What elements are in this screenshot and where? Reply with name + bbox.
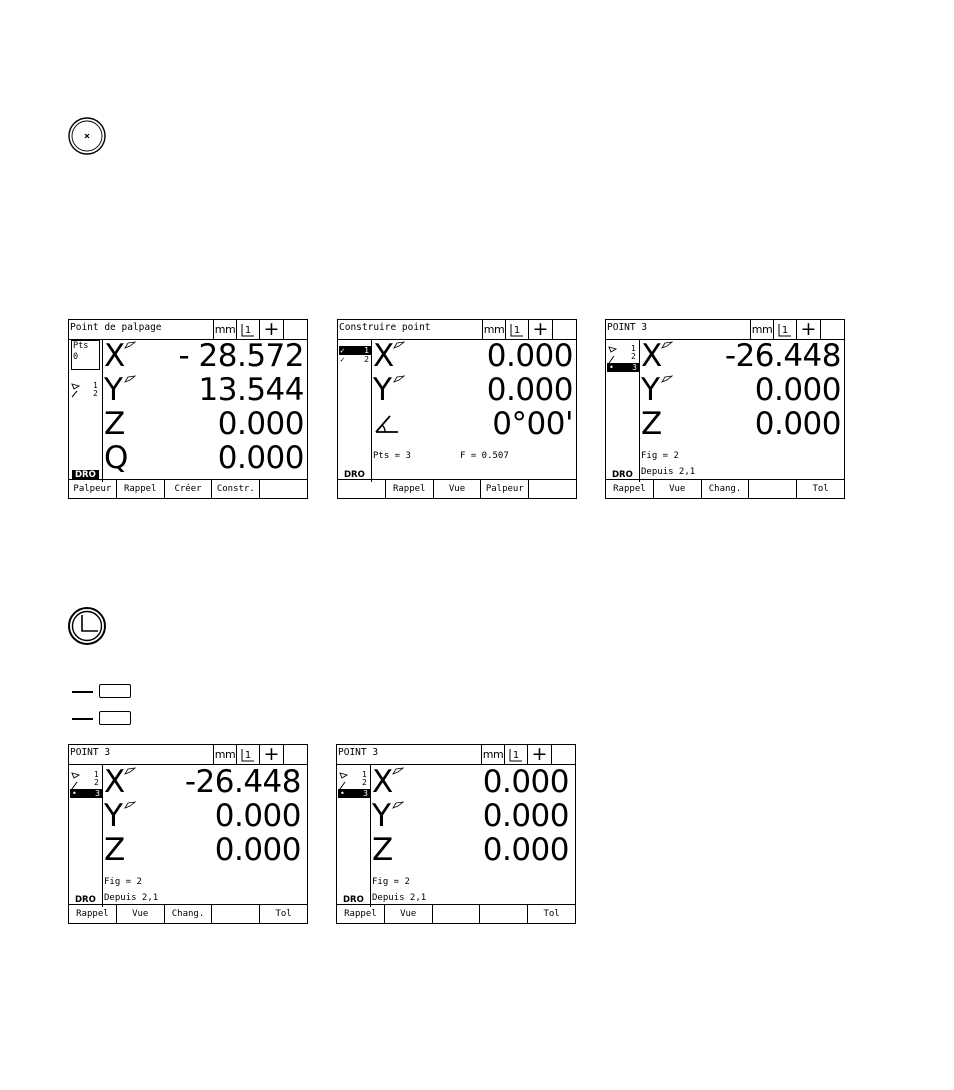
flag-icon (661, 341, 673, 349)
axis-y-value: 13.544 (198, 372, 304, 408)
softkey-creer[interactable]: Créer (164, 480, 212, 498)
flag-icon (392, 801, 404, 809)
softkey-bar (606, 479, 844, 498)
list-item-selected[interactable]: ✓ 1 (340, 346, 369, 355)
softkey-symbol[interactable] (99, 684, 131, 698)
line-feature-icon (607, 345, 619, 365)
dro-screen-point3-zeroed (336, 744, 576, 924)
softkey-constr[interactable]: Constr. (211, 480, 259, 498)
softkey-palpeur[interactable]: Palpeur (480, 480, 528, 498)
flag-icon (124, 767, 136, 775)
softkey-rappel[interactable]: Rappel (344, 909, 377, 919)
flag-icon (393, 341, 405, 349)
reference-frame-icon[interactable] (505, 320, 528, 339)
softkey-tol[interactable]: Tol (259, 905, 307, 923)
dro-screen-construct (337, 319, 577, 499)
softkey-symbol[interactable] (99, 711, 131, 725)
softkey-rappel[interactable]: Rappel (385, 480, 433, 498)
screen-title: Construire point (339, 322, 431, 333)
softkey-empty[interactable] (479, 905, 527, 923)
flag-icon (392, 767, 404, 775)
angle-icon (373, 411, 401, 435)
list-number: 1 (94, 770, 99, 779)
flag-icon (393, 375, 405, 383)
list-item-selected[interactable]: • 3 (340, 789, 368, 798)
dro-label: DRO (344, 470, 365, 480)
title-bar (338, 320, 576, 340)
flag-icon (124, 341, 136, 349)
points-label: Pts (73, 341, 89, 351)
softkey-palpeur[interactable]: Palpeur (73, 484, 112, 494)
key-dash (72, 718, 93, 720)
softkey-vue[interactable]: Vue (384, 905, 432, 923)
softkey-tol[interactable]: Tol (527, 905, 575, 923)
softkey-tol[interactable]: Tol (796, 480, 844, 498)
softkey-empty[interactable] (748, 480, 796, 498)
line-feature-icon (70, 771, 82, 791)
axis-q-label: Q (104, 440, 129, 476)
dro-label: DRO (612, 470, 633, 480)
titlebar-empty-cell (820, 320, 844, 339)
axis-y-value: 0.000 (754, 372, 841, 408)
units-toggle[interactable]: mm (213, 320, 236, 339)
flag-icon (124, 375, 136, 383)
list-number: 3 (95, 789, 100, 798)
screen-title: POINT 3 (607, 322, 648, 333)
crosshair-icon[interactable]: + (528, 320, 552, 339)
dro-label: DRO (72, 470, 99, 480)
crosshair-icon[interactable]: + (527, 745, 551, 764)
list-number: 2 (631, 352, 636, 361)
axis-z-value: 0.000 (482, 832, 569, 868)
key-dash (72, 691, 93, 693)
source-features: Depuis 2,1 (641, 467, 696, 477)
source-features: Depuis 2,1 (104, 893, 159, 903)
axis-x-value: -26.448 (724, 338, 841, 374)
feature-list[interactable] (338, 339, 372, 482)
reference-frame-icon[interactable] (236, 745, 259, 764)
softkey-chang[interactable]: Chang. (164, 905, 212, 923)
axis-x-value: -26.448 (184, 764, 301, 800)
title-bar (606, 320, 844, 340)
axis-x-label: X (104, 764, 126, 800)
softkey-vue[interactable]: Vue (433, 480, 481, 498)
dro-screen-point3-before-zero (68, 744, 308, 924)
list-item-selected[interactable]: • 3 (72, 789, 100, 798)
axis-x-label: X (641, 338, 663, 374)
title-bar (337, 745, 575, 765)
ref-number: 1 (512, 749, 520, 761)
softkey-empty[interactable] (528, 480, 576, 498)
flag-icon (124, 801, 136, 809)
list-number: 1 (364, 346, 369, 355)
softkey-rappel[interactable]: Rappel (613, 484, 646, 494)
figure-number: Fig = 2 (372, 877, 410, 887)
units-toggle[interactable]: mm (213, 745, 236, 764)
line-feature-icon (338, 771, 350, 791)
softkey-bar (338, 479, 576, 498)
list-number: 3 (632, 363, 637, 372)
titlebar-empty-cell (283, 320, 307, 339)
axis-z-value: 0.000 (217, 406, 304, 442)
softkey-vue[interactable]: Vue (653, 480, 701, 498)
dro-label: DRO (343, 895, 364, 905)
softkey-empty[interactable] (338, 480, 385, 498)
axis-z-value: 0.000 (214, 832, 301, 868)
units-toggle[interactable]: mm (482, 320, 505, 339)
softkey-vue[interactable]: Vue (116, 905, 164, 923)
softkey-chang[interactable]: Chang. (701, 480, 749, 498)
axis-y-value: 0.000 (214, 798, 301, 834)
dro-screen-point3 (605, 319, 845, 499)
softkey-empty[interactable] (259, 480, 307, 498)
softkey-empty[interactable] (211, 905, 259, 923)
axis-y-label: Y (372, 798, 391, 834)
list-number: 2 (362, 778, 367, 787)
axis-y-value: 0.000 (482, 798, 569, 834)
line-feature-icon (70, 382, 82, 398)
feature-list[interactable] (69, 339, 103, 482)
form-value: F = 0.507 (460, 451, 509, 461)
screen-title: POINT 3 (70, 747, 111, 758)
titlebar-empty-cell (283, 745, 307, 764)
list-number: 2 (93, 389, 98, 398)
softkey-bar (69, 904, 307, 923)
list-number: 2 (364, 355, 369, 364)
axis-y-label: Y (641, 372, 660, 408)
crosshair-icon[interactable]: + (796, 320, 820, 339)
ref-number: 1 (244, 324, 252, 336)
ref-number: 1 (244, 749, 252, 761)
list-number: 1 (631, 344, 636, 353)
feature-list[interactable] (337, 764, 371, 907)
reference-frame-icon[interactable] (773, 320, 796, 339)
dro-label: DRO (75, 895, 96, 905)
list-item-selected[interactable]: • 3 (609, 363, 637, 372)
crosshair-icon[interactable]: + (259, 320, 283, 339)
dro-screen-probe (68, 319, 308, 499)
axis-z-label: Z (641, 406, 663, 442)
title-bar (69, 320, 307, 340)
axis-y-label: Y (104, 798, 123, 834)
screen-title: POINT 3 (338, 747, 379, 758)
screen-title: Point de palpage (70, 322, 162, 333)
axis-angle-value: 0°00' (492, 406, 573, 442)
axis-x-value: 0.000 (482, 764, 569, 800)
list-number: 1 (362, 770, 367, 779)
list-number: 2 (94, 778, 99, 787)
points-value: 0 (73, 352, 79, 362)
titlebar-empty-cell (552, 320, 576, 339)
softkey-rappel[interactable]: Rappel (116, 480, 164, 498)
source-features: Depuis 2,1 (372, 893, 427, 903)
axis-x-value: 0.000 (486, 338, 573, 374)
title-bar (69, 745, 307, 765)
points-counter (71, 340, 100, 370)
list-item[interactable]: ✓ 2 (340, 355, 369, 364)
units-toggle[interactable]: mm (750, 320, 773, 339)
crosshair-icon[interactable]: + (259, 745, 283, 764)
softkey-empty[interactable] (432, 905, 480, 923)
list-number: 3 (363, 789, 368, 798)
flag-icon (661, 375, 673, 383)
softkey-bar (337, 904, 575, 923)
softkey-rappel[interactable]: Rappel (76, 909, 109, 919)
reference-frame-icon[interactable] (504, 745, 527, 764)
axis-y-label: Y (104, 372, 123, 408)
axis-x-value: - 28.572 (178, 338, 304, 374)
axis-z-label: Z (104, 406, 126, 442)
axis-y-value: 0.000 (486, 372, 573, 408)
point-measure-icon[interactable] (67, 116, 107, 156)
axis-x-label: X (373, 338, 395, 374)
axis-x-label: X (372, 764, 394, 800)
figure-number: Fig = 2 (641, 451, 679, 461)
axis-z-value: 0.000 (754, 406, 841, 442)
feature-list[interactable] (606, 339, 640, 482)
datum-zero-icon[interactable] (67, 606, 107, 646)
reference-frame-icon[interactable] (236, 320, 259, 339)
list-number: 1 (93, 381, 98, 390)
feature-list[interactable] (69, 764, 103, 907)
units-toggle[interactable]: mm (481, 745, 504, 764)
axis-y-label: Y (373, 372, 392, 408)
titlebar-empty-cell (551, 745, 575, 764)
softkey-bar (69, 479, 307, 498)
figure-number: Fig = 2 (104, 877, 142, 887)
points-count: Pts = 3 (373, 451, 411, 461)
axis-x-label: X (104, 338, 126, 374)
ref-number: 1 (781, 324, 789, 336)
axis-z-label: Z (372, 832, 394, 868)
ref-number: 1 (513, 324, 521, 336)
axis-q-value: 0.000 (217, 440, 304, 476)
axis-z-label: Z (104, 832, 126, 868)
